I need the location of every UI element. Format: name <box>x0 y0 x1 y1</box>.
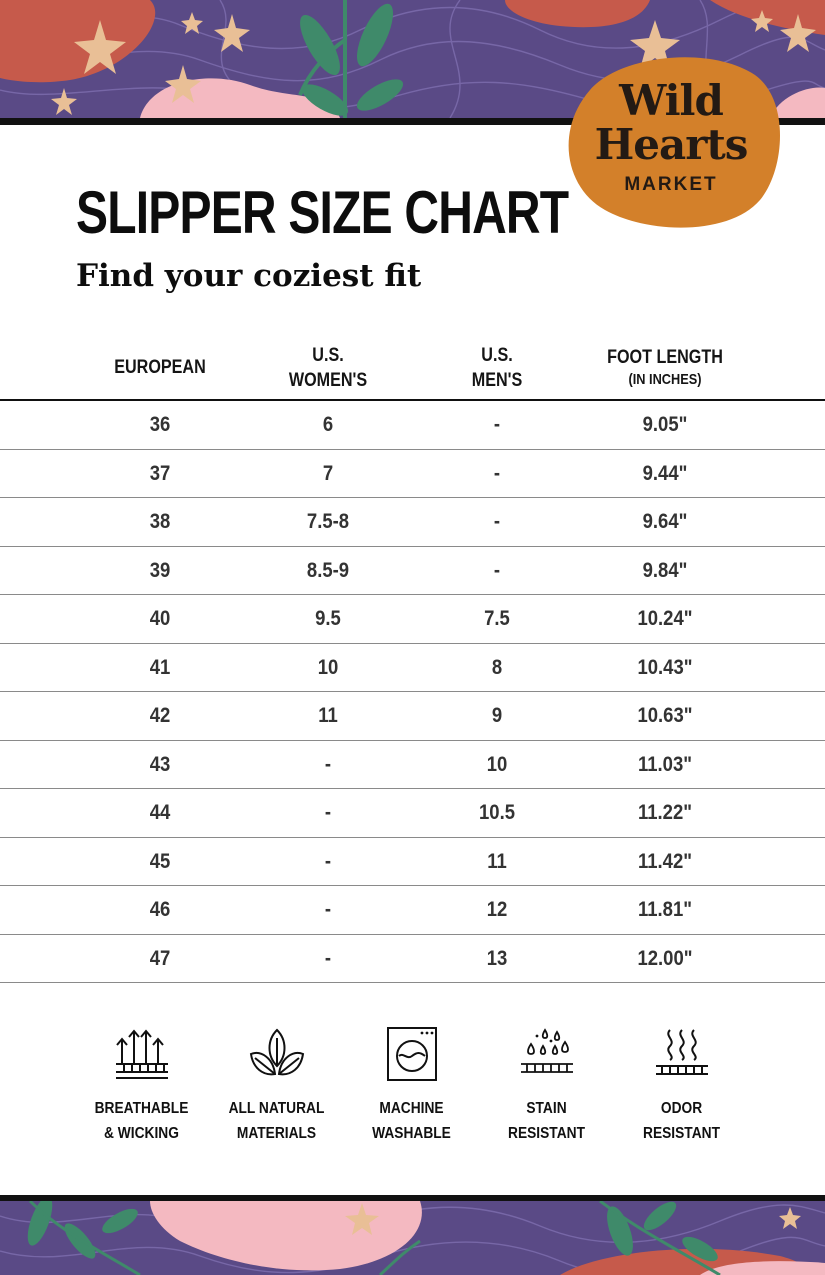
page-subtitle: Find your coziest fit <box>76 258 422 294</box>
cell-foot-length: 10.43" <box>637 655 693 679</box>
cell-foot-length: 10.63" <box>637 704 693 727</box>
header-foot-length <box>597 336 733 399</box>
feature-label: & WICKING <box>104 1125 179 1142</box>
cell-us-womens: 9.5 <box>315 607 341 630</box>
feature-label: WASHABLE <box>372 1125 451 1142</box>
cell-european: 37 <box>149 461 171 485</box>
cell-us-mens: 9 <box>491 704 503 727</box>
header-label: FOOT LENGTH <box>607 347 723 368</box>
cell-european: 43 <box>149 752 171 776</box>
table-row <box>0 450 825 499</box>
table-row <box>0 838 825 887</box>
cell-us-mens: 10.5 <box>479 801 515 824</box>
cell-foot-length: 11.42" <box>637 849 692 873</box>
cell-foot-length: 11.22" <box>637 801 692 824</box>
steam-waves-icon <box>652 1026 712 1082</box>
table-row <box>0 644 825 693</box>
page-title: SLIPPER SIZE CHART <box>76 179 569 246</box>
washing-machine-icon <box>382 1026 442 1082</box>
wild-hearts-market-logo <box>560 50 782 230</box>
cell-us-mens: 10 <box>486 752 508 776</box>
cell-european: 44 <box>149 801 171 824</box>
cell-us-womens: - <box>324 801 332 824</box>
cell-foot-length: 11.81" <box>637 898 692 921</box>
table-row <box>0 886 825 935</box>
cell-foot-length: 12.00" <box>637 946 693 970</box>
feature-breathable <box>74 1026 209 1156</box>
header-label: U.S. <box>312 344 344 366</box>
logo-word-hearts: Hearts <box>594 120 748 169</box>
table-header-row <box>0 336 825 401</box>
table-row <box>0 789 825 838</box>
table-row <box>0 692 825 741</box>
bottom-decorative-banner <box>0 1201 825 1275</box>
header-label: U.S. <box>481 344 513 366</box>
cell-us-mens: 13 <box>486 946 508 970</box>
logo-word-wild: Wild <box>619 76 723 125</box>
table-row <box>0 547 825 596</box>
cell-us-mens: 8 <box>491 655 503 679</box>
header-label: WOMEN'S <box>288 369 368 391</box>
header-us-womens <box>260 336 396 399</box>
feature-washable <box>344 1026 479 1156</box>
leaves-icon <box>247 1026 307 1082</box>
header-label: MEN'S <box>471 369 523 391</box>
feature-natural <box>209 1026 344 1156</box>
feature-icons-row <box>74 1026 750 1156</box>
cell-us-womens: - <box>324 849 332 873</box>
cell-european: 46 <box>149 898 171 921</box>
header-european <box>92 336 228 399</box>
size-chart-table <box>0 336 825 983</box>
cell-european: 39 <box>149 558 171 582</box>
cell-us-womens: 7 <box>322 461 334 485</box>
feature-label: MATERIALS <box>236 1125 317 1142</box>
droplets-icon <box>517 1026 577 1082</box>
cell-us-womens: 10 <box>317 655 339 679</box>
feature-label: ALL NATURAL <box>228 1100 325 1117</box>
logo-word-market: MARKET <box>624 174 718 195</box>
cell-us-womens: 11 <box>318 704 338 727</box>
feature-label: MACHINE <box>379 1100 444 1117</box>
cell-us-womens: 7.5-8 <box>306 510 350 533</box>
table-row <box>0 595 825 644</box>
cell-european: 36 <box>149 413 171 436</box>
cell-us-womens: - <box>324 752 332 776</box>
feature-label: STAIN <box>526 1100 567 1117</box>
cell-us-mens: - <box>493 510 501 533</box>
cell-foot-length: 9.44" <box>642 461 688 485</box>
cell-european: 38 <box>149 510 171 533</box>
cell-us-mens: 11 <box>487 849 507 873</box>
cell-us-womens: - <box>324 898 332 921</box>
header-us-mens <box>429 336 565 399</box>
table-row <box>0 935 825 984</box>
cell-european: 40 <box>149 607 171 630</box>
cell-us-womens: 6 <box>322 413 334 436</box>
cell-us-womens: 8.5-9 <box>306 558 350 582</box>
cell-us-womens: - <box>324 946 332 970</box>
cell-us-mens: 7.5 <box>484 607 510 630</box>
cell-european: 42 <box>149 704 171 727</box>
header-label: EUROPEAN <box>114 357 206 378</box>
table-row <box>0 741 825 790</box>
table-row <box>0 498 825 547</box>
feature-odor-resistant <box>614 1026 749 1156</box>
feature-label: ODOR <box>660 1100 703 1117</box>
feature-label: RESISTANT <box>643 1125 720 1142</box>
cell-european: 45 <box>149 849 171 873</box>
feature-stain-resistant <box>479 1026 614 1156</box>
cell-european: 47 <box>149 946 171 970</box>
cell-foot-length: 9.64" <box>642 510 688 533</box>
cell-foot-length: 9.84" <box>642 558 688 582</box>
cell-foot-length: 10.24" <box>637 607 693 630</box>
cell-foot-length: 9.05" <box>642 413 688 436</box>
cell-us-mens: 12 <box>486 898 508 921</box>
feature-label: RESISTANT <box>508 1125 585 1142</box>
cell-european: 41 <box>149 655 171 679</box>
banner-pattern <box>0 1201 825 1275</box>
breathable-arrows-icon <box>112 1026 172 1082</box>
cell-us-mens: - <box>493 461 501 485</box>
feature-label: BREATHABLE <box>94 1100 189 1117</box>
cell-foot-length: 11.03" <box>637 752 692 776</box>
cell-us-mens: - <box>493 413 501 436</box>
header-sublabel: (IN INCHES) <box>628 371 702 388</box>
table-row <box>0 401 825 450</box>
cell-us-mens: - <box>493 558 501 582</box>
